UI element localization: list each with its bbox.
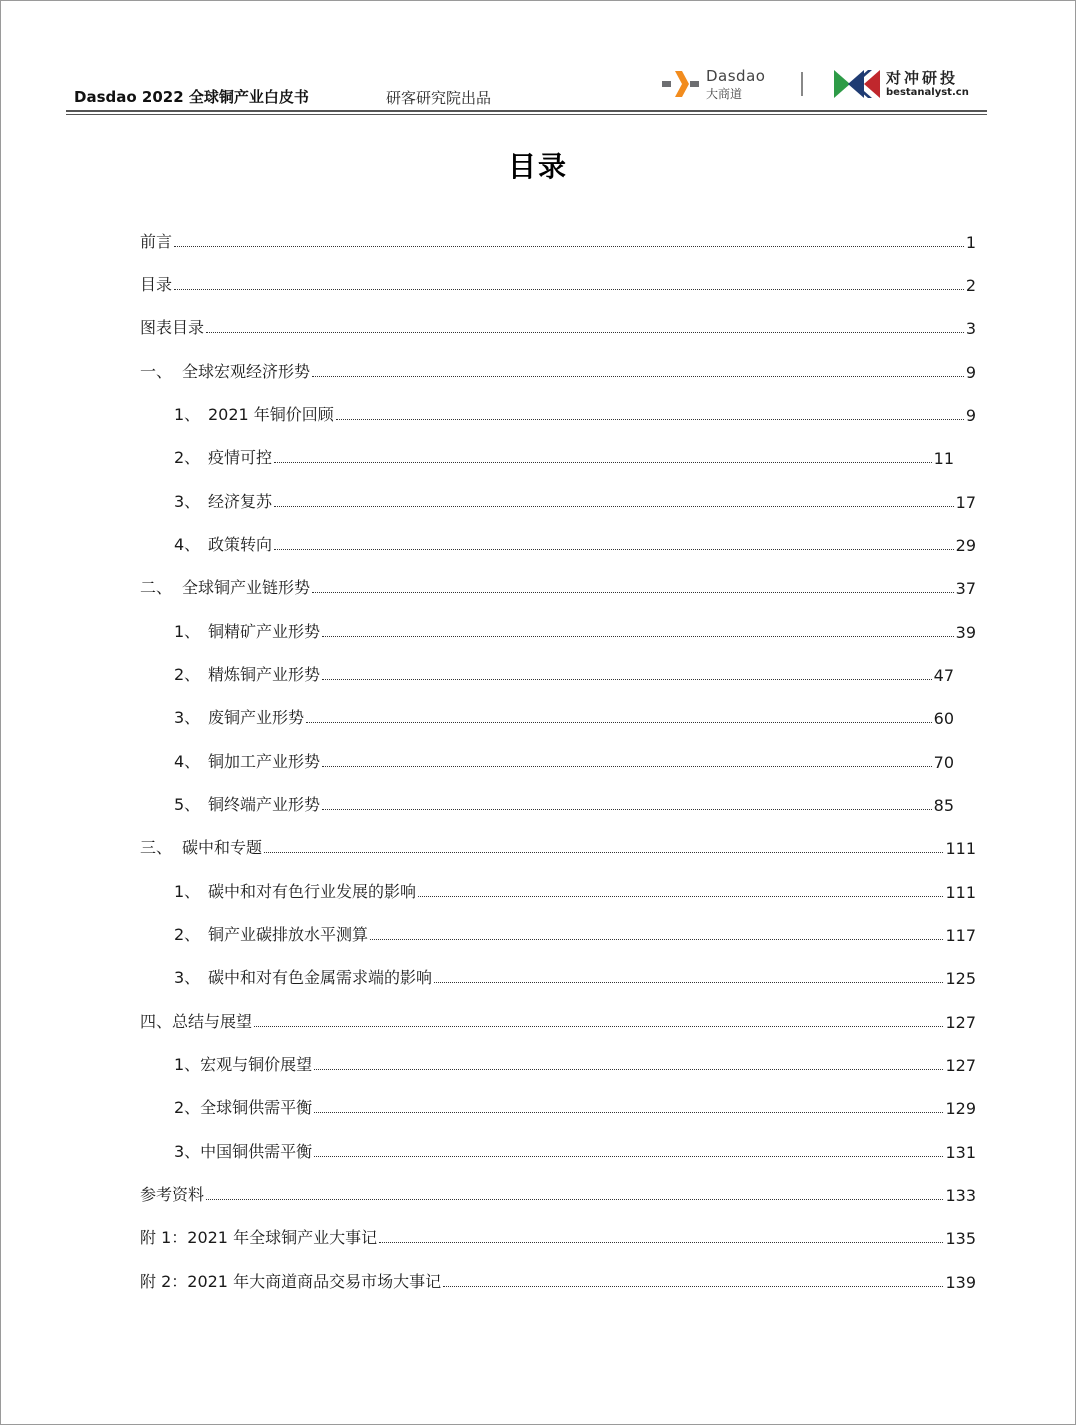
page-header	[66, 58, 987, 118]
toc-leader-dots	[206, 331, 964, 333]
dasdao-logo-text: Dasdao	[706, 67, 766, 85]
toc-entry-number: 3、	[174, 968, 201, 987]
hedge-logo-url-text: bestanalyst.cn	[886, 87, 969, 98]
toc-entry-label: 精炼铜产业形势	[208, 665, 321, 684]
toc-entry-page-number: 127	[945, 1013, 976, 1032]
toc-entry-page-number: 37	[955, 579, 976, 598]
dasdao-logo-cn-text: 大商道	[706, 87, 743, 101]
toc-entry-page-number: 70	[933, 753, 954, 772]
header-rule-thin	[66, 114, 987, 115]
toc-entry[interactable]	[140, 572, 976, 598]
toc-entry-label: 铜产业碳排放水平测算	[208, 925, 369, 944]
toc-leader-dots	[322, 678, 932, 680]
toc-entry-label: 2021 年铜价回顾	[208, 405, 334, 424]
toc-entry-page-number: 39	[955, 623, 976, 642]
header-rule-thick	[66, 110, 987, 112]
hedge-research-logo-icon	[834, 68, 880, 100]
toc-entry-page-number: 131	[945, 1143, 976, 1162]
toc-entry-number: 三、	[140, 838, 173, 857]
toc-entry-page-number: 125	[945, 969, 976, 988]
toc-leader-dots	[274, 505, 954, 507]
toc-entry-number: 4、	[174, 535, 201, 554]
toc-entry-page-number: 11	[933, 449, 954, 468]
toc-entry-number: 一、	[140, 362, 173, 381]
toc-entry-label: 2、全球铜供需平衡	[174, 1098, 313, 1117]
toc-leader-dots	[264, 851, 943, 853]
toc-leader-dots	[274, 548, 954, 550]
toc-leader-dots	[314, 1068, 943, 1070]
toc-entry-label: 碳中和对有色行业发展的影响	[208, 882, 417, 901]
toc-entry-page-number: 129	[945, 1099, 976, 1118]
toc-leader-dots	[314, 1155, 943, 1157]
toc-entry-label: 铜加工产业形势	[208, 752, 321, 771]
toc-entry-page-number: 111	[945, 839, 976, 858]
toc-leader-dots	[312, 591, 954, 593]
dasdao-logo-icon	[662, 68, 702, 100]
toc-leader-dots	[443, 1285, 943, 1287]
toc-entry[interactable]	[140, 1006, 976, 1032]
toc-entry-label: 1、宏观与铜价展望	[174, 1055, 313, 1074]
logo-divider	[801, 72, 803, 96]
toc-entry-page-number: 29	[955, 536, 976, 555]
toc-entry-label: 经济复苏	[208, 492, 273, 511]
toc-entry-label: 附 1：2021 年全球铜产业大事记	[140, 1228, 378, 1247]
toc-entry-page-number: 139	[945, 1273, 976, 1292]
toc-entry[interactable]	[174, 659, 954, 685]
toc-entry-page-number: 85	[933, 796, 954, 815]
toc-entry-label: 附 2：2021 年大商道商品交易市场大事记	[140, 1272, 442, 1291]
toc-entry[interactable]	[140, 1266, 976, 1292]
toc-entry-label: 全球宏观经济形势	[182, 362, 311, 381]
toc-leader-dots	[379, 1241, 943, 1243]
toc-entry[interactable]	[174, 529, 976, 555]
hedge-logo-cn-text: 对冲研投	[886, 69, 959, 87]
toc-entry[interactable]	[174, 919, 976, 945]
dasdao-logo	[662, 66, 782, 102]
toc-entry-label: 3、中国铜供需平衡	[174, 1142, 313, 1161]
toc-entry-page-number: 47	[933, 666, 954, 685]
toc-entry[interactable]	[174, 962, 976, 988]
toc-entry[interactable]	[174, 399, 976, 425]
publisher-label: 研客研究院出品	[386, 89, 492, 107]
toc-entry-label: 政策转向	[208, 535, 273, 554]
toc-entry[interactable]	[140, 1179, 976, 1205]
toc-entry-label: 疫情可控	[208, 448, 273, 467]
toc-entry-page-number: 135	[945, 1229, 976, 1248]
toc-entry-number: 3、	[174, 492, 201, 511]
toc-entry[interactable]	[174, 876, 976, 902]
toc-leader-dots	[312, 375, 964, 377]
toc-leader-dots	[370, 938, 943, 940]
toc-entry[interactable]	[174, 1092, 976, 1118]
toc-entry-number: 1、	[174, 622, 201, 641]
toc-leader-dots	[434, 981, 943, 983]
toc-entry-number: 二、	[140, 578, 173, 597]
toc-entry-label: 全球铜产业链形势	[182, 578, 311, 597]
toc-entry-label: 参考资料	[140, 1185, 205, 1204]
toc-entry-number: 4、	[174, 752, 201, 771]
toc-entry-number: 1、	[174, 882, 201, 901]
toc-entry[interactable]	[174, 442, 954, 468]
toc-entry[interactable]	[140, 356, 976, 382]
toc-leader-dots	[336, 418, 964, 420]
toc-entry-label: 碳中和专题	[182, 838, 263, 857]
toc-entry[interactable]	[174, 1049, 976, 1075]
toc-entry-label: 铜精矿产业形势	[208, 622, 321, 641]
toc-entry-label: 铜终端产业形势	[208, 795, 321, 814]
toc-leader-dots	[322, 635, 954, 637]
toc-entry[interactable]	[174, 702, 954, 728]
toc-entry-page-number: 133	[945, 1186, 976, 1205]
toc-entry-number: 3、	[174, 708, 201, 727]
toc-entry[interactable]	[140, 226, 976, 252]
toc-entry-label: 碳中和对有色金属需求端的影响	[208, 968, 433, 987]
toc-entry[interactable]	[174, 746, 954, 772]
toc-leader-dots	[306, 721, 932, 723]
toc-leader-dots	[206, 1198, 943, 1200]
toc-entry[interactable]	[174, 1136, 976, 1162]
toc-leader-dots	[174, 288, 964, 290]
toc-leader-dots	[322, 808, 932, 810]
toc-entry-label: 图表目录	[140, 318, 205, 337]
toc-leader-dots	[314, 1111, 943, 1113]
toc-leader-dots	[322, 765, 932, 767]
toc-entry-page-number: 9	[965, 363, 976, 382]
toc-entry-page-number: 117	[945, 926, 976, 945]
toc-entry[interactable]	[140, 1222, 976, 1248]
toc-heading: 目录	[507, 150, 568, 183]
toc-entry-label: 四、总结与展望	[140, 1012, 253, 1031]
toc-entry-page-number: 3	[965, 319, 976, 338]
toc-entry[interactable]	[174, 789, 954, 815]
toc-entry-page-number: 1	[965, 233, 976, 252]
toc-entry[interactable]	[174, 486, 976, 512]
toc-entry[interactable]	[140, 269, 976, 295]
toc-leader-dots	[174, 245, 964, 247]
toc-entry-label: 前言	[140, 232, 173, 251]
toc-entry-number: 1、	[174, 405, 201, 424]
toc-leader-dots	[254, 1025, 943, 1027]
toc-entry-page-number: 17	[955, 493, 976, 512]
toc-entry-page-number: 60	[933, 709, 954, 728]
toc-leader-dots	[418, 895, 943, 897]
toc-leader-dots	[274, 461, 932, 463]
toc-entry-number: 2、	[174, 665, 201, 684]
toc-entry-page-number: 2	[965, 276, 976, 295]
toc-entry-page-number: 111	[945, 883, 976, 902]
toc-entry-label: 目录	[140, 275, 173, 294]
toc-entry-number: 5、	[174, 795, 201, 814]
toc-entry-label: 废铜产业形势	[208, 708, 305, 727]
toc-entry-page-number: 9	[965, 406, 976, 425]
toc-entry[interactable]	[140, 832, 976, 858]
toc-entry-number: 2、	[174, 925, 201, 944]
toc-entry[interactable]	[140, 312, 976, 338]
document-title: Dasdao 2022 全球铜产业白皮书	[74, 88, 309, 106]
toc-entry-number: 2、	[174, 448, 201, 467]
toc-entry-page-number: 127	[945, 1056, 976, 1075]
toc-entry[interactable]	[174, 616, 976, 642]
hedge-research-logo	[834, 66, 974, 102]
